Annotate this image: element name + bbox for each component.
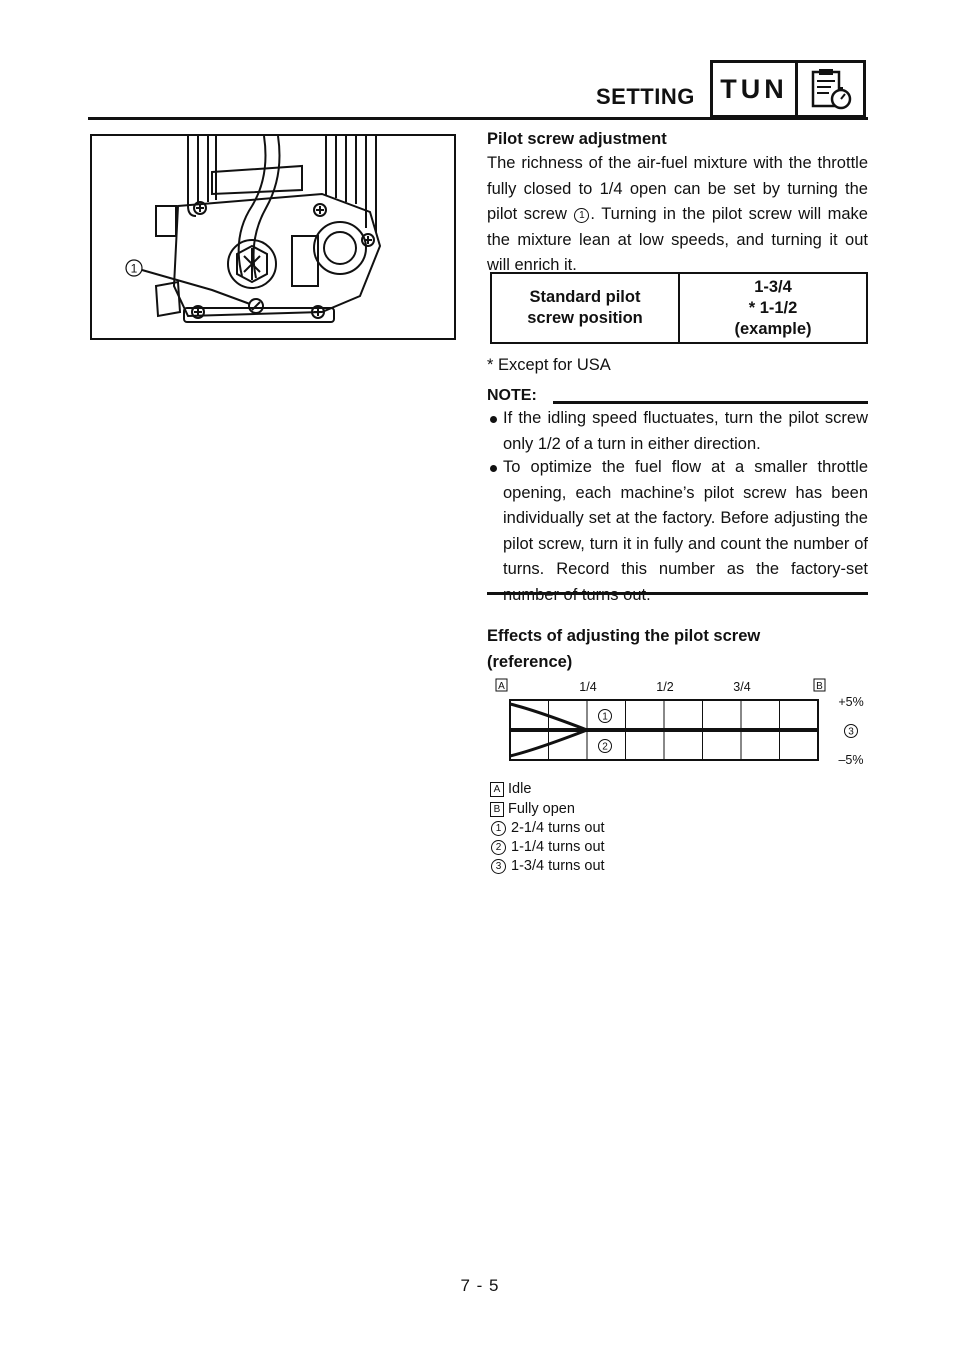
spec-label-line2: screw position xyxy=(527,309,643,327)
legend-item xyxy=(490,781,531,797)
clipboard-stopwatch-icon xyxy=(798,63,863,115)
legend-key: B xyxy=(490,802,504,817)
bullet-dot-icon xyxy=(490,416,497,423)
spec-table xyxy=(490,272,868,344)
spec-label-cell xyxy=(492,274,680,342)
graph-tick-1-2: 1/2 xyxy=(656,680,674,694)
legend-key: A xyxy=(490,782,504,797)
carburetor-figure xyxy=(90,134,456,340)
page-number: 7 - 5 xyxy=(460,1276,500,1295)
graph-tick-1-4: 1/4 xyxy=(579,680,597,694)
graph-corner-a: A xyxy=(498,681,505,692)
graph-curve-1-label: 1 xyxy=(602,711,608,723)
intro-text-part1: The richness of the air-fuel mixture with the throttle fully closed to 1/4 open can be set by turning the pilot screw xyxy=(487,154,868,223)
intro-text-part2: . Turning in the pilot screw will make the mixture lean at low speeds, and turning it out will enrich it. xyxy=(487,205,868,274)
note-rule xyxy=(553,401,868,404)
note-heading: NOTE: xyxy=(487,387,537,404)
figure-callout: 1 xyxy=(130,261,138,276)
spec-value-cell xyxy=(680,274,866,342)
graph-plus-label: +5% xyxy=(838,695,864,709)
legend-key: 2 xyxy=(491,840,506,855)
spec-label-line1: Standard pilot xyxy=(529,288,641,306)
footnote: * Except for USA xyxy=(487,356,611,374)
graph-corner-b: B xyxy=(816,681,823,692)
legend-text: Idle xyxy=(508,781,532,797)
section-tab xyxy=(710,60,866,118)
legend-key: 3 xyxy=(491,859,506,874)
legend-item xyxy=(490,801,575,817)
legend-text: 1-1/4 turns out xyxy=(511,839,605,855)
legend-key: 1 xyxy=(491,821,506,836)
note-end-rule xyxy=(487,592,868,595)
effects-heading xyxy=(487,623,868,675)
graph-minus-label: –5% xyxy=(838,753,864,767)
graph-curve-2-label: 2 xyxy=(602,741,608,753)
effects-heading-line1: Effects of adjusting the pilot screw xyxy=(487,627,761,645)
effects-heading-line2: (reference) xyxy=(487,653,573,671)
legend-item xyxy=(490,858,605,874)
note-bullet xyxy=(490,455,868,608)
bullet-dot-icon xyxy=(490,465,497,472)
graph-center-label: 3 xyxy=(848,726,854,738)
note-bullet xyxy=(490,406,868,457)
legend-item xyxy=(490,839,605,855)
section-title: SETTING xyxy=(596,84,695,109)
legend-text: Fully open xyxy=(508,801,575,817)
legend-text: 2-1/4 turns out xyxy=(511,820,605,836)
note-bullet-text: To optimize the fuel flow at a smaller throttle opening, each machine’s pilot screw has been individually set at the factory. Before adjusting the pilot screw, turn it in fully and count the number of turns. Record this number as the factory-set xyxy=(503,458,868,578)
legend-item xyxy=(490,820,605,836)
section-heading: Pilot screw adjustment xyxy=(487,130,667,148)
intro-paragraph xyxy=(487,151,868,279)
ref-marker: 1 xyxy=(574,208,589,223)
spec-value-line1: 1-3/4 xyxy=(754,277,792,296)
legend-text: 1-3/4 turns out xyxy=(511,858,605,874)
note-bullet-text: If the idling speed fluctuates, turn the pilot screw only 1/2 of a turn in either direction. xyxy=(503,409,868,453)
spec-value-line3: (example) xyxy=(734,319,812,338)
spec-value-line2: * 1-1/2 xyxy=(748,298,798,317)
effects-graph xyxy=(495,678,870,778)
graph-tick-3-4: 3/4 xyxy=(733,680,751,694)
tab-code: TUN xyxy=(713,63,798,115)
